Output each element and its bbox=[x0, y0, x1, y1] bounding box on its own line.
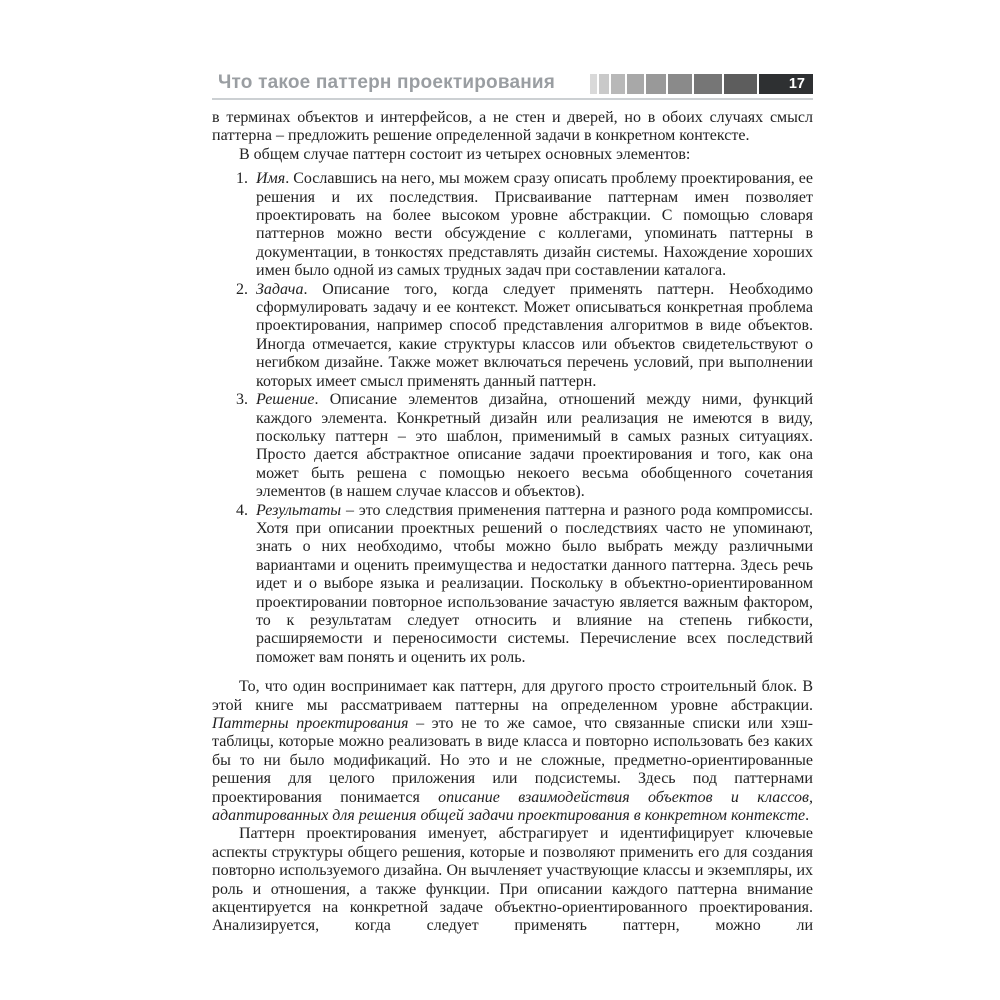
list-item-term: Имя bbox=[256, 170, 286, 188]
header-gradient-block bbox=[724, 74, 757, 94]
page-header bbox=[212, 72, 813, 94]
list-item-consequences bbox=[212, 502, 813, 668]
header-gradient-block bbox=[646, 74, 666, 94]
header-gradient-block bbox=[694, 74, 722, 94]
paragraph-segment-italic: описание взаимодействия объектов и классов, адаптированных для решения общей задачи проектирования в конкретном контексте bbox=[212, 788, 813, 825]
list-item-name bbox=[212, 170, 813, 280]
page-body bbox=[212, 109, 813, 936]
list-item-text: . Описание того, когда следует применять паттерн. Необходимо сформулировать задачу и ее контекст. Может описываться конкретная проблема проектирования, например способ представления алгоритмов в виде объектов. Иногда отмечается, какие структуры классов или объектов свидетельствуют о негибком дизайне. Также может включаться перечень условий, при выполнении которых имеет смысл применять данный паттерн. bbox=[256, 280, 813, 390]
page-title: Что такое паттерн проектирования bbox=[218, 72, 556, 93]
list-item-term: Решение bbox=[256, 391, 315, 409]
list-item-problem bbox=[212, 281, 813, 391]
header-gradient-block bbox=[611, 74, 625, 94]
list-item-text: – это следствия применения паттерна и разного рода компромиссы. Хотя при описании проектных решений о последствиях часто не упоминают, знать о них необходимо, чтобы можно было выбрать между различными вариантами и оценить преимущества и недостатки данного паттерна. Здесь речь идет и о выборе языка и реализации. Поскольку в объектно-ориентированном проектировании повторное использование зачастую является важным фактором, то к результатам следует относить и влияние на степень гибкости, расширяемости и переносимости системы. Перечисление всех последствий поможет вам понять и оценить их роль. bbox=[256, 501, 813, 666]
paragraph-continuation: в терминах объектов и интерфейсов, а не стен и дверей, но в обоих случаях смысл паттерна – предложить решение определенной задачи в конкретном контексте. bbox=[212, 109, 813, 145]
pattern-elements-list bbox=[212, 170, 813, 667]
list-item-text: . Описание элементов дизайна, отношений между ними, функций каждого элемента. Конкретный дизайн или реализация не имеются в виду, поскольку паттерн – это шаблон, применимый в самых разных ситуациях. Просто дается абстрактное описание задачи проектирования и того, как она может быть решена с помощью некоего весьма обобщенного сочетания элементов (в нашем случае классов и объектов). bbox=[256, 391, 813, 501]
page-number-badge: 17 bbox=[759, 74, 813, 94]
paragraph-segment: То, что один воспринимает как паттерн, для другого просто строительный блок. В этой книге мы рассматриваем паттерны на определенном уровне абстракции. bbox=[212, 678, 813, 714]
header-rule bbox=[212, 98, 813, 100]
list-item-term: Результаты bbox=[256, 501, 342, 519]
paragraph-segment-italic: Паттерны проектирования bbox=[212, 715, 409, 732]
list-item-term: Задача bbox=[256, 280, 304, 298]
paragraph-segment: – это не то же самое, что связанные списки или хэш-таблицы, которые можно реализовать в виде класса и повторно использовать без каких бы то ни было модификаций. Но это и не сложные, предметно-ориентированные решения для целого приложения или подсистемы. Здесь под паттернами проектирования понимается bbox=[212, 715, 813, 806]
header-gradient-block bbox=[599, 74, 609, 94]
header-blocks bbox=[590, 74, 813, 94]
paragraph-abstraction-level bbox=[212, 678, 813, 825]
paragraph-list-intro: В общем случае паттерн состоит из четырех основных элементов: bbox=[239, 145, 691, 163]
list-item-number: 2. bbox=[236, 280, 248, 298]
paragraph-pattern-identifies: Паттерн проектирования именует, абстрагирует и идентифицирует ключевые аспекты структуры общего решения, которые и позволяют применить его для создания повторно используемого дизайна. Он вычленяет участвующие классы и экземпляры, их роль и отношения, а также функции. При описании каждого паттерна внимание акцентируется на конкретной задаче объектно-ориентированного проектирования. Анализируется, когда следует применять паттерн, можно ли bbox=[212, 825, 813, 935]
header-gradient-block bbox=[627, 74, 644, 94]
list-item-number: 3. bbox=[236, 391, 248, 409]
paragraph-segment: . bbox=[805, 807, 810, 825]
list-item-number: 1. bbox=[236, 170, 248, 188]
list-item-text: . Сославшись на него, мы можем сразу описать проблему проектирования, ее решения и их последствия. Присваивание паттернам имен позволяет проектировать на более высоком уровне абстракции. С помощью словаря паттернов можно вести обсуждение с коллегами, упоминать паттерны в документации, в тонкостях представлять дизайн системы. Нахождение хороших имен было одной из самых трудных задач при составлении каталога. bbox=[256, 170, 813, 280]
header-gradient-block bbox=[668, 74, 692, 94]
list-item-number: 4. bbox=[236, 501, 248, 519]
list-item-solution bbox=[212, 391, 813, 501]
book-page bbox=[212, 72, 813, 936]
header-gradient-block bbox=[590, 74, 597, 94]
